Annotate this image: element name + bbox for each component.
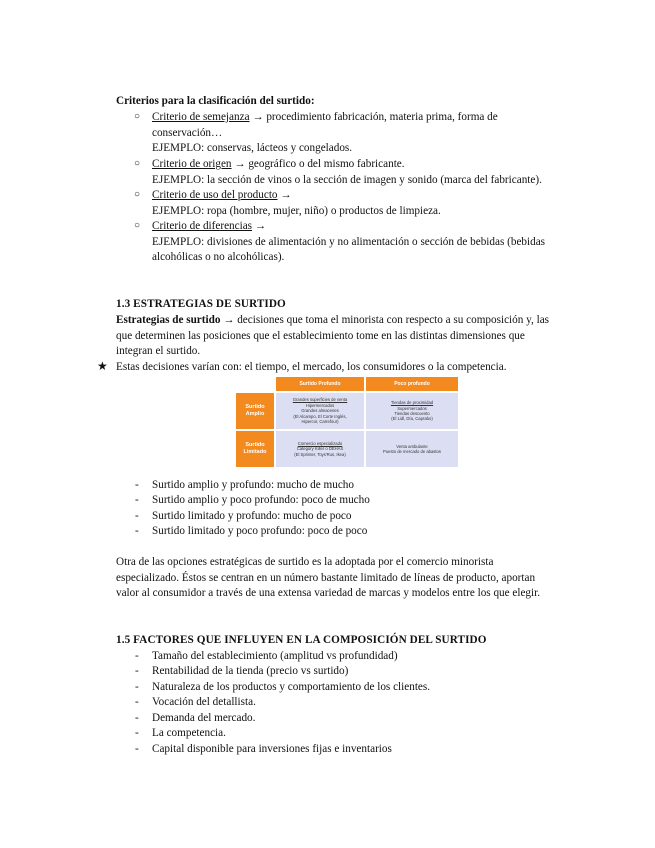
criterio-text: → geográfico o del mismo fabricante.: [231, 158, 405, 170]
otra-line-2: especializado. Éstos se centran en un número bastante limitado de líneas de producto, aportan: [116, 572, 536, 584]
cell-line: (El Sprinter, Toys'Rus, Ikea): [294, 451, 346, 457]
factor-item: Tamaño del establecimiento (amplitud vs profundidad): [152, 650, 398, 662]
cell-line: Venta ambulante: [396, 443, 428, 449]
surtido-item: Surtido amplio y poco profundo: poco de mucho: [152, 494, 370, 506]
dash-bullet: -: [135, 510, 139, 522]
section-13-heading: 1.3 ESTRATEGIAS DE SURTIDO: [116, 298, 286, 310]
factor-item: Capital disponible para inversiones fijas e inventarios: [152, 743, 392, 755]
criterio-text: →: [277, 189, 292, 201]
factor-item: Naturaleza de los productos y comportamiento de los clientes.: [152, 681, 431, 693]
estrategias-def-3: integran el surtido.: [116, 345, 201, 357]
criterio-origen: [152, 156, 405, 172]
criterio-example: EJEMPLO: la sección de vinos o la sección de imagen y sonido (marca del fabricante).: [152, 174, 542, 186]
factor-item: Vocación del detallista.: [152, 696, 256, 708]
surtido-item: Surtido limitado y poco profundo: poco de poco: [152, 525, 368, 537]
dash-bullet: -: [135, 727, 139, 739]
bullet-icon: ○: [134, 158, 141, 169]
criterio-cont: conservación…: [152, 127, 223, 139]
cell-line: (El Lidl, Día, Caprabo): [391, 416, 433, 422]
criterios-heading: Criterios para la clasificación del surtido:: [116, 95, 315, 107]
criterio-diferencias: [152, 218, 266, 234]
dash-bullet: -: [135, 494, 139, 506]
matrix-cell: [366, 431, 458, 467]
estrategias-text: → decisiones que toma el minorista con respecto a su composición y, las: [220, 314, 550, 326]
matrix-cell: [276, 431, 364, 467]
cell-line: Tiendas de proximidad: [390, 400, 434, 406]
matrix-cell: [366, 393, 458, 429]
matrix-col-header: Poco profundo: [366, 377, 458, 391]
criterio-text: → procedimiento fabricación, materia prima, forma de: [249, 111, 498, 123]
estrategias-term: Estrategias de surtido: [116, 314, 221, 326]
otra-line-1: Otra de las opciones estratégicas de surtido es la adoptada por el comercio minorista: [116, 556, 494, 568]
cell-line: Comercio especializado: [297, 440, 343, 446]
matrix-row-header: Surtido Amplio: [236, 393, 274, 429]
cell-line: Grandes almacenes: [301, 408, 339, 414]
criterio-uso: [152, 187, 292, 203]
dash-bullet: -: [135, 650, 139, 662]
cell-line: Grandes superficies de venta: [292, 397, 348, 403]
dash-bullet: -: [135, 479, 139, 491]
dash-bullet: -: [135, 665, 139, 677]
dash-bullet: -: [135, 712, 139, 724]
estrategias-def-2: que determinen las posiciones que el establecimiento tome en las distintas dimensiones que: [116, 330, 525, 342]
criterio-semejanza: [152, 109, 498, 125]
cell-line: Hipermercados: [305, 402, 335, 408]
cell-line: Supermercados: [397, 405, 427, 411]
matrix-cell: [276, 393, 364, 429]
estrategias-def: [116, 312, 549, 328]
criterio-example-cont: alcohólicas o no alcohólicas).: [152, 251, 285, 263]
bullet-icon: ○: [134, 189, 141, 200]
matrix-col-header: Surtido Profundo: [276, 377, 364, 391]
surtido-item: Surtido limitado y profundo: mucho de poco: [152, 510, 352, 522]
otra-line-3: valor al consumidor a través de una extensa variedad de marcas y modelos entre los que elegir.: [116, 587, 541, 599]
dash-bullet: -: [135, 743, 139, 755]
section-15-heading: 1.5 FACTORES QUE INFLUYEN EN LA COMPOSICIÓN DEL SURTIDO: [116, 634, 487, 646]
criterio-example: EJEMPLO: ropa (hombre, mujer, niño) o productos de limpieza.: [152, 205, 441, 217]
criterio-example: EJEMPLO: divisiones de alimentación y no alimentación o sección de bebidas (bebidas: [152, 236, 546, 248]
bullet-icon: ○: [134, 111, 141, 122]
dash-bullet: -: [135, 525, 139, 537]
cell-line: (El Alcampo, El Corte Inglés,: [293, 413, 347, 419]
cell-line: Tiendas descuento: [394, 411, 430, 416]
criterio-example: EJEMPLO: conservas, lácteos y congelados.: [152, 142, 353, 154]
matrix-row-header: Surtido Limitado: [236, 431, 274, 467]
dash-bullet: -: [135, 696, 139, 708]
factor-item: Demanda del mercado.: [152, 712, 256, 724]
criterio-label: Criterio de diferencias: [152, 220, 253, 232]
cell-line: Hipercor, Carrefour): [301, 419, 339, 425]
criterio-label: Criterio de semejanza: [152, 111, 250, 123]
criterio-label: Criterio de uso del producto: [152, 189, 278, 201]
surtido-matrix: [236, 377, 458, 467]
dash-bullet: -: [135, 681, 139, 693]
bullet-icon: ○: [134, 220, 141, 231]
cell-line: Category Killer o DEHAS: [296, 446, 344, 452]
criterio-label: Criterio de origen: [152, 158, 232, 170]
star-text: Estas decisiones varían con: el tiempo, el mercado, los consumidores o la competencia.: [116, 361, 507, 373]
criterio-text: →: [252, 220, 267, 232]
star-bullet-icon: ★: [97, 359, 108, 373]
cell-line: Puesto de mercado de abastos: [383, 449, 441, 454]
factor-item: La competencia.: [152, 727, 226, 739]
surtido-item: Surtido amplio y profundo: mucho de mucho: [152, 479, 354, 491]
factor-item: Rentabilidad de la tienda (precio vs surtido): [152, 665, 349, 677]
